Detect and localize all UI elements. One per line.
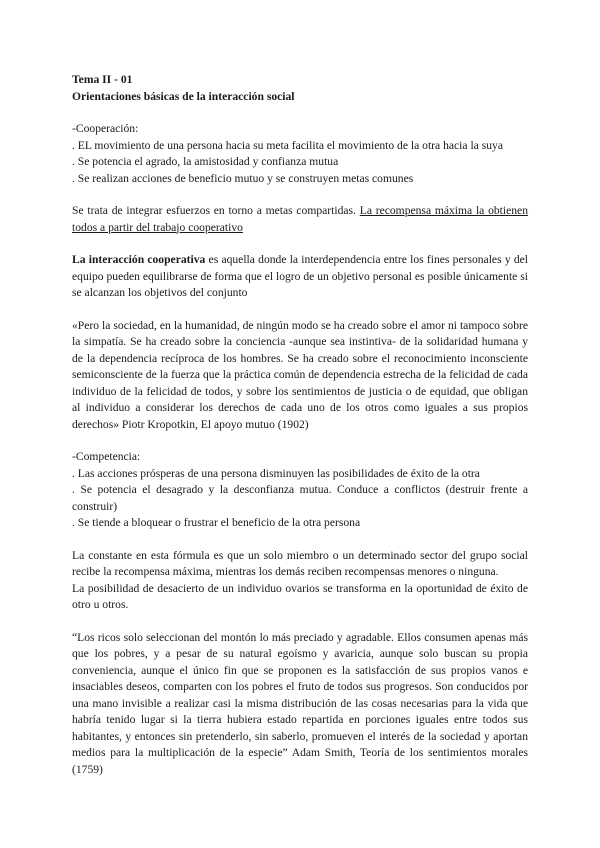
cooperacion-section <box>72 121 528 187</box>
document-page <box>72 72 528 794</box>
desacierto-paragraph: La posibilidad de desacierto de un individuo ovarios se transforma en la oportunidad de éxito de otro u otros. <box>72 581 528 611</box>
esfuerzos-paragraph <box>72 203 528 236</box>
title-subject: Orientaciones básicas de la interacción social <box>72 89 295 103</box>
constante-section <box>72 548 528 614</box>
title-topic: Tema II - 01 <box>72 73 133 86</box>
interaccion-cooperativa-definition: es aquella donde la interdependencia entre los fines personales y del equipo pueden equilibrarse de forma que el logro de un objetivo personal es posible únicamente si se alcanzan los objetivos del conjunto <box>72 253 529 299</box>
list-item: . Se tiende a bloquear o frustrar el beneficio de la otra persona <box>72 516 361 529</box>
kropotkin-quote: «Pero la sociedad, en la humanidad, de ningún modo se ha creado sobre el amor ni tampoco sobre la simpatía. Se ha creado sobre la conciencia -aunque sea instintiva- de la solidaridad humana y de la dependencia recíproca de los hombres. Se ha creado sobre el reconocimiento inconsciente semiconsciente de la fuerza que la práctica común de dependencia estrecha de la felicidad de cada individuo de la felicidad de todos, y sobre los sentimientos de justicia o de equidad, que obligan al individuo a considerar los derechos de cada uno de los otros como iguales a sus propios derechos» Piotr Kropotkin, El apoyo mutuo (1902) <box>72 318 528 431</box>
list-item: . Se potencia el agrado, la amistosidad y confianza mutua <box>72 155 339 168</box>
esfuerzos-text: Se trata de integrar esfuerzos en torno a metas compartidas. <box>72 204 360 217</box>
competencia-section <box>72 449 528 532</box>
list-item: . Se realizan acciones de beneficio mutuo y se construyen metas comunes <box>72 171 414 185</box>
competencia-heading: -Competencia: <box>72 450 141 463</box>
recompensa-underlined-text: La recompensa máxima la obtienen todos a partir del trabajo cooperativo <box>72 204 529 234</box>
interaccion-cooperativa-term: La interacción cooperativa <box>72 253 206 266</box>
interaccion-cooperativa-paragraph <box>72 252 528 302</box>
cooperacion-heading: -Cooperación: <box>72 122 139 135</box>
document-title <box>72 72 528 105</box>
list-item: . Las acciones prósperas de una persona disminuyen las posibilidades de éxito de la otra <box>72 466 480 480</box>
smith-quote: “Los ricos solo seleccionan del montón lo más preciado y agradable. Ellos consumen apenas más que los pobres, y a pesar de su natural egoísmo y avaricia, aunque solo buscan su propia conveniencia, aunque el único fin que se proponen es la satisfacción de sus propios vanos e insaciables deseos, comparten con los pobres el fruto de todos sus progresos. Son conducidos por una mano invisible a realizar casi la misma distribución de las cosas necesarias para la vida que habría tenido lugar si la tierra hubiera estado repartida en porciones iguales entre todos sus habitantes, y entonces sin pretenderlo, sin saberlo, promueven el interés de la sociedad y aportan medios para la multiplicación de la especie” Adam Smith, Teoría de los sentimientos morales (1759) <box>72 630 528 776</box>
list-item: . EL movimiento de una persona hacia su meta facilita el movimiento de la otra hacia la suya <box>72 138 503 152</box>
list-item: . Se potencia el desagrado y la desconfianza mutua. Conduce a conflictos (destruir frente a construir) <box>72 483 528 513</box>
constante-paragraph: La constante en esta fórmula es que un solo miembro o un determinado sector del grupo social recibe la recompensa máxima, mientras los demás reciben recompensas menores o ninguna. <box>72 548 528 578</box>
